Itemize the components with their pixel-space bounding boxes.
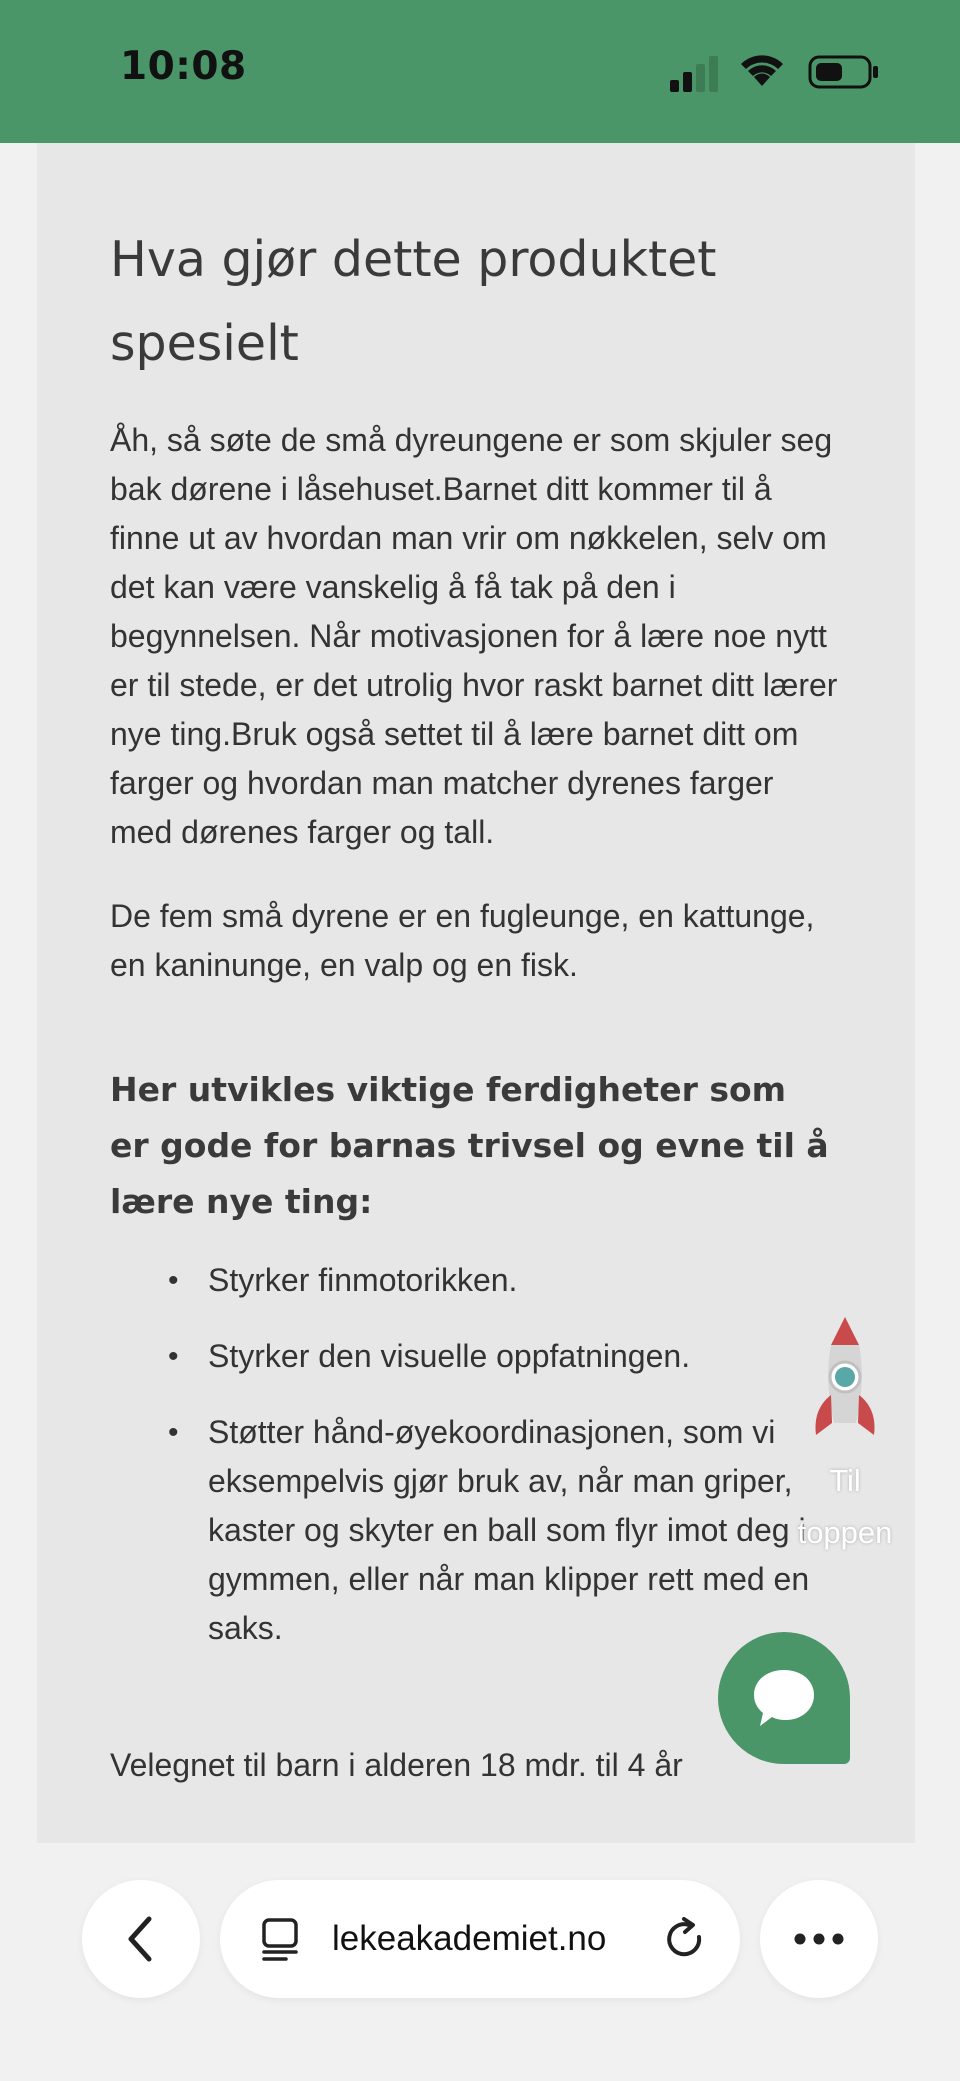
rocket-icon — [812, 1315, 878, 1453]
more-icon — [793, 1932, 845, 1946]
skills-list — [208, 1256, 848, 1680]
list-item: • Styrker finmotorikken. — [208, 1256, 848, 1305]
cellular-signal-icon — [670, 56, 720, 92]
more-options-button[interactable] — [760, 1880, 878, 1998]
age-recommendation: Velegnet til barn i alderen 18 mdr. til 4 år — [110, 1747, 683, 1783]
section-heading: Hva gjør dette produktet spesielt — [110, 231, 717, 372]
chat-button[interactable] — [718, 1632, 850, 1764]
scroll-to-top-button[interactable] — [790, 1315, 900, 1555]
address-bar[interactable] — [220, 1880, 740, 1998]
reload-icon[interactable] — [662, 1916, 708, 1962]
status-bar — [0, 0, 960, 143]
list-item: • Støtter hånd-øyekoordinasjonen, som vi eksempelvis gjør bruk av, når man griper, kaster og skyter en ball som flyr imot deg i gymmen, eller når man klipper rett med en saks. — [208, 1408, 848, 1653]
scroll-to-top-label: Til toppen — [797, 1463, 893, 1550]
chat-bubble-icon — [750, 1666, 818, 1730]
status-time: 10:08 — [120, 44, 247, 89]
battery-icon — [808, 54, 880, 90]
animals-paragraph: De fem små dyrene er en fugleunge, en kattunge, en kaninunge, en valp og en fisk. — [110, 898, 815, 983]
back-arrow-icon — [121, 1915, 161, 1963]
url-text[interactable]: lekeakademiet.no — [332, 1919, 607, 1958]
skills-subheading: Her utvikles viktige ferdigheter som er gode for barnas trivsel og evne til å lære nye ting: — [110, 1070, 829, 1221]
back-button[interactable] — [82, 1880, 200, 1998]
tabs-icon[interactable] — [260, 1918, 300, 1962]
list-item: • Styrker den visuelle oppfatningen. — [208, 1332, 848, 1381]
wifi-icon — [740, 52, 784, 88]
description-paragraph: Åh, så søte de små dyreungene er som skjuler seg bak dørene i låsehuset.Barnet ditt kommer til å finne ut av hvordan man vrir om nøkkelen, selv om det kan være vanskelig å få tak på den i begynnelsen. Når motivasjonen for å lære noe nytt er til stede, er det utrolig hvor raskt barnet ditt lærer nye ting.Bruk også settet til å lære barnet ditt om farger og hvordan man matcher dyrenes farger med dørenes farger og tall. — [110, 422, 838, 850]
